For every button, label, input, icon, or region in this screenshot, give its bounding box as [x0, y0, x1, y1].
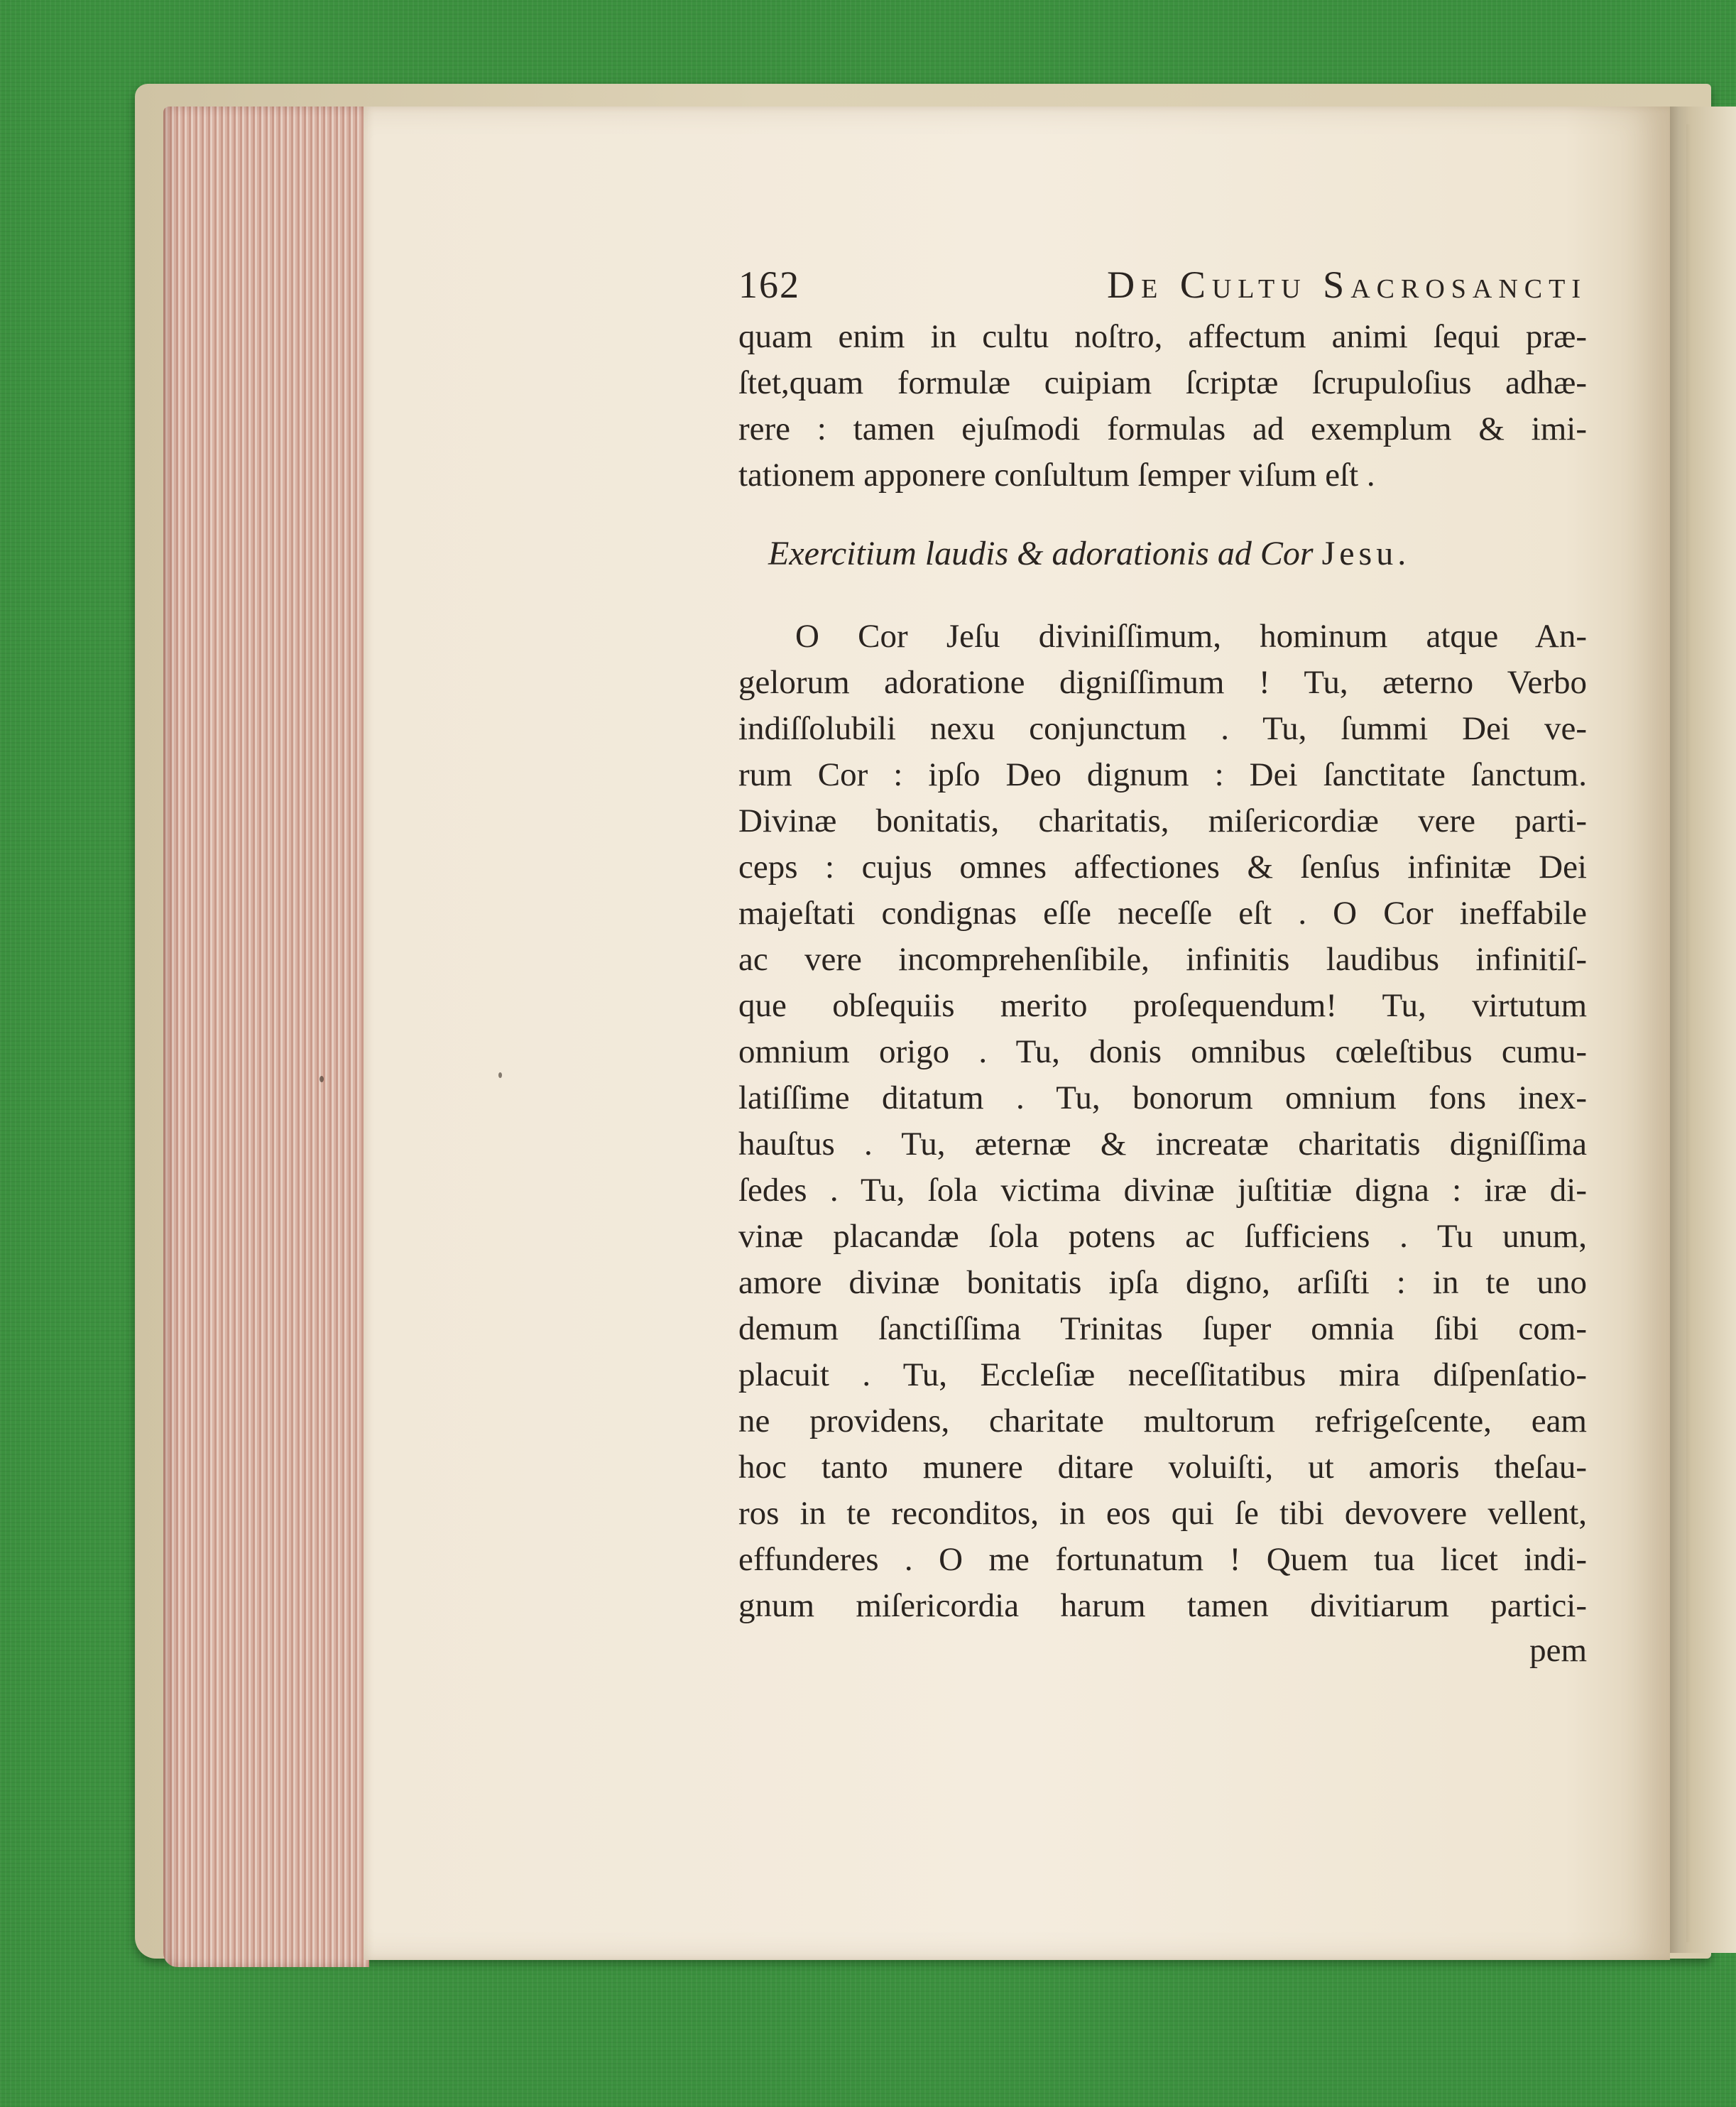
section-heading: [738, 530, 1590, 577]
text-line: que obſequiis merito proſequendum! Tu, virtutum: [738, 987, 1587, 1024]
text-line: rere : tamen ejuſmodi formulas ad exemplum & imi-: [738, 410, 1587, 447]
text-line: omnium origo . Tu, donis omnibus cœleſtibus cumu-: [738, 1033, 1587, 1070]
heading-italic: Exercitium laudis & adorationis ad Cor: [768, 535, 1314, 572]
text-line: O Cor Jeſu diviniſſimum, hominum atque An-: [795, 618, 1587, 655]
text-line: Divinæ bonitatis, charitatis, miſericordiæ vere parti-: [738, 802, 1587, 839]
paragraph-main: [738, 614, 1590, 1629]
running-header: [738, 263, 1587, 314]
running-title: De Cultu Sacrosancti: [1107, 263, 1587, 306]
text-line: tationem apponere conſultum ſemper viſum eſt .: [738, 457, 1375, 494]
text-line: ſedes . Tu, ſola victima divinæ juſtitiæ digna : iræ di-: [738, 1172, 1587, 1209]
text-line: majeſtati condignas eſſe neceſſe eſt . O Cor ineffabile: [738, 895, 1587, 932]
text-line: ceps : cujus omnes affectiones & ſenſus infinitæ Dei: [738, 849, 1587, 886]
text-line: rum Cor : ipſo Deo dignum : Dei ſanctitate ſanctum.: [738, 756, 1587, 793]
text-line: ros in te reconditos, in eos qui ſe tibi devovere vellent,: [738, 1495, 1587, 1532]
text-line: gelorum adoratione digniſſimum ! Tu, æterno Verbo: [738, 664, 1587, 701]
text-line: hoc tanto munere ditare voluiſti, ut amoris theſau-: [738, 1449, 1587, 1486]
paragraph-top: [738, 314, 1590, 499]
text-line: effunderes . O me fortunatum ! Quem tua licet indi-: [738, 1541, 1587, 1578]
page-fore-edge: [163, 107, 369, 1967]
text-line: amore divinæ bonitatis ipſa digno, arſiſti : in te uno: [738, 1264, 1587, 1301]
catchword: pem: [1529, 1632, 1587, 1669]
text-line: ac vere incomprehenſibile, infinitis laudibus infinitiſ-: [738, 941, 1587, 978]
ink-spot: [320, 1076, 324, 1082]
text-line: gnum miſericordia harum tamen divitiarum partici-: [738, 1587, 1587, 1624]
text-line: vinæ placandæ ſola potens ac ſufficiens . Tu unum,: [738, 1218, 1587, 1255]
text-line: ſtet,quam formulæ cuipiam ſcriptæ ſcrupuloſius adhæ-: [738, 364, 1587, 401]
text-line: quam enim in cultu noſtro, affectum animi ſequi præ-: [738, 318, 1587, 355]
text-line: placuit . Tu, Eccleſiæ neceſſitatibus mira diſpenſatio-: [738, 1356, 1587, 1393]
text-line: hauſtus . Tu, æternæ & increatæ charitatis digniſſima: [738, 1126, 1587, 1163]
text-line: indiſſolubili nexu conjunctum . Tu, ſummi Dei ve-: [738, 710, 1587, 747]
text-line: latiſſime ditatum . Tu, bonorum omnium fons inex-: [738, 1079, 1587, 1116]
ink-spot: [498, 1072, 502, 1078]
text-line: ne providens, charitate multorum refrigeſcente, eam: [738, 1403, 1587, 1439]
page-number: 162: [738, 263, 800, 306]
page-text: [738, 263, 1590, 1672]
heading-name: Jesu.: [1321, 535, 1411, 572]
text-line: demum ſanctiſſima Trinitas ſuper omnia ſibi com-: [738, 1310, 1587, 1347]
